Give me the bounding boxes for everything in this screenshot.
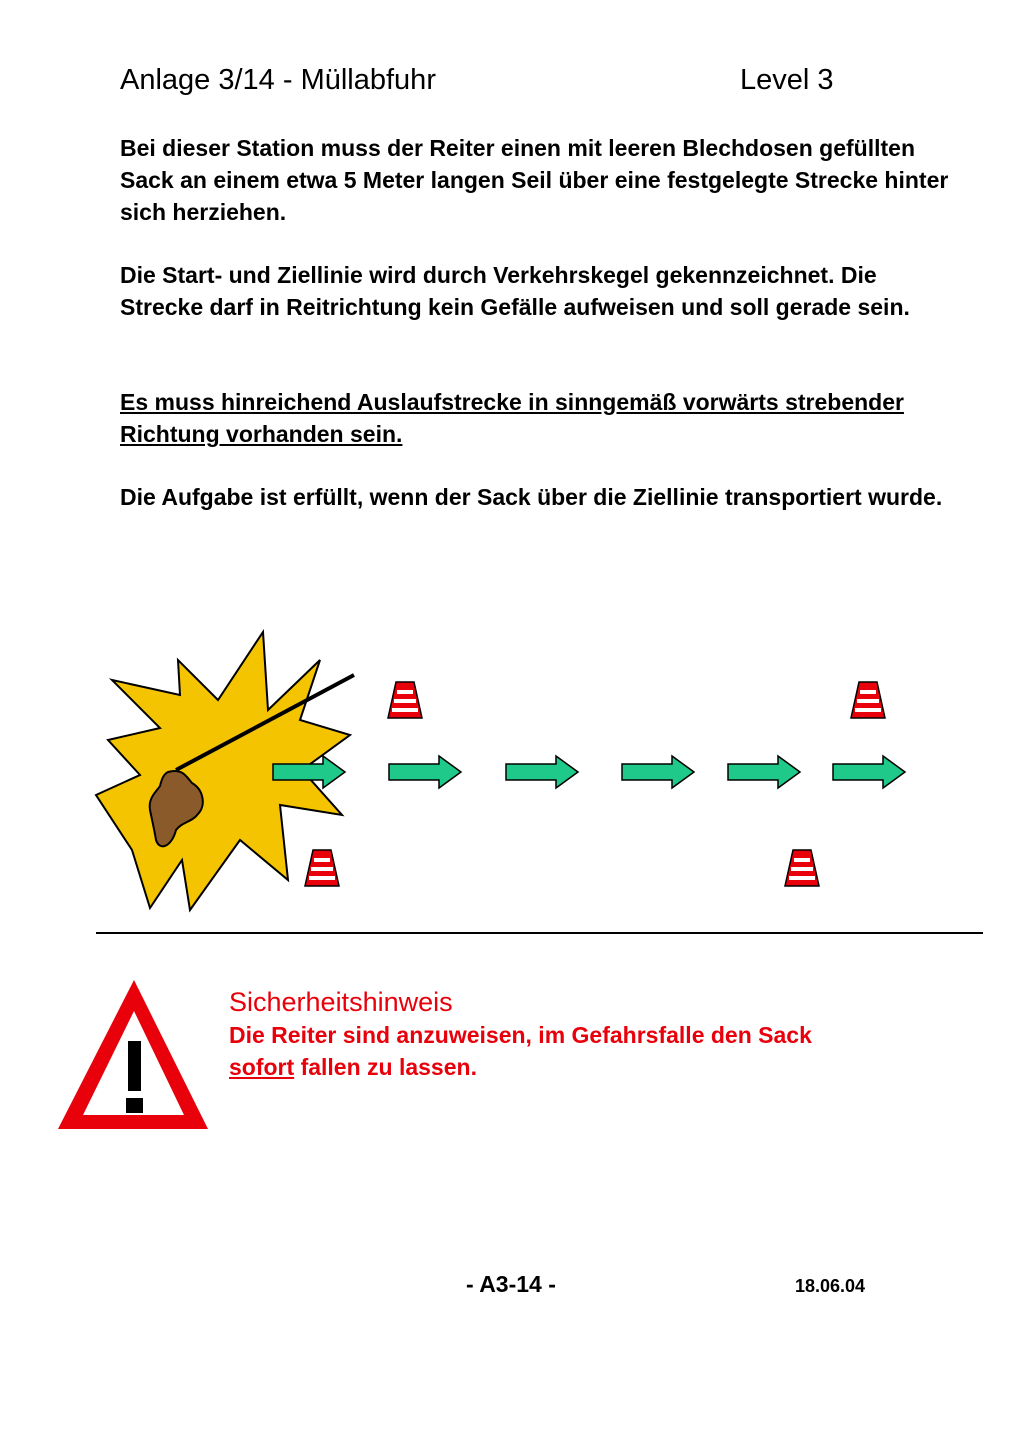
paragraph-task: Bei dieser Station muss der Reiter einen mit leeren Blechdosen gefüllten Sack an einem etwa 5 Meter langen Seil über eine festgelegte Strecke hinter sich herziehen. bbox=[120, 135, 949, 225]
direction-arrow-icon bbox=[389, 756, 461, 788]
traffic-cone-icon bbox=[785, 850, 819, 886]
safety-title: Sicherheitshinweis bbox=[229, 987, 453, 1017]
safety-text-end: fallen zu lassen. bbox=[300, 1054, 477, 1080]
direction-arrow-icon bbox=[833, 756, 905, 788]
document-date: 18.06.04 bbox=[795, 1276, 866, 1296]
safety-text bbox=[229, 1019, 949, 1083]
direction-arrow-icon bbox=[622, 756, 694, 788]
safety-text-emphasis: sofort bbox=[229, 1054, 295, 1080]
page-code: - A3-14 - bbox=[466, 1271, 556, 1297]
paragraph-course: Die Start- und Ziellinie wird durch Verkehrskegel gekennzeichnet. Die Strecke darf in Reitrichtung kein Gefälle aufweisen und soll gerade sein. bbox=[120, 262, 910, 320]
direction-arrow-icon bbox=[728, 756, 800, 788]
section-divider bbox=[96, 932, 983, 934]
direction-arrow-icon bbox=[506, 756, 578, 788]
warning-triangle-icon bbox=[55, 975, 215, 1135]
safety-text-start: Die Reiter sind anzuweisen, im Gefahrsfalle den Sack bbox=[229, 1022, 812, 1048]
traffic-cone-icon bbox=[305, 850, 339, 886]
traffic-cone-icon bbox=[388, 682, 422, 718]
page-header bbox=[120, 64, 860, 104]
traffic-cone-icon bbox=[851, 682, 885, 718]
page-title: Anlage 3/14 - Müllabfuhr bbox=[120, 64, 436, 96]
level-label: Level 3 bbox=[740, 64, 834, 96]
safety-notice bbox=[229, 985, 949, 1083]
course-diagram bbox=[0, 600, 1024, 930]
paragraph-completion: Die Aufgabe ist erfüllt, wenn der Sack über die Ziellinie transportiert wurde. bbox=[120, 484, 943, 510]
paragraph-runout: Es muss hinreichend Auslaufstrecke in sinngemäß vorwärts strebender Richtung vorhanden sein. bbox=[120, 389, 904, 447]
